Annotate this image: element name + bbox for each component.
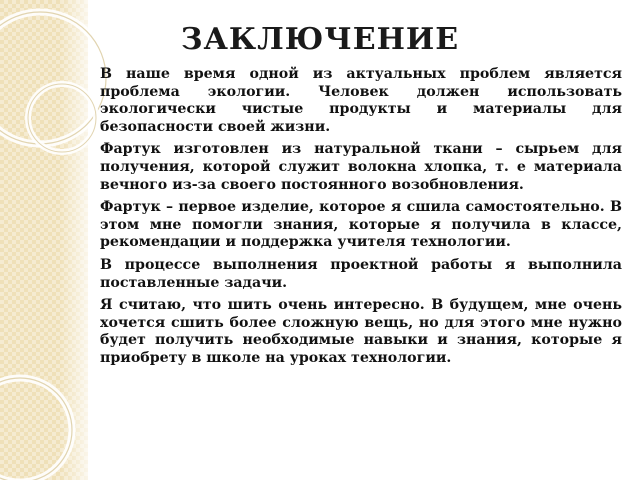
slide-title: ЗАКЛЮЧЕНИЕ <box>180 22 460 57</box>
paragraph-tasks: В процессе выполнения проектной работы я выполнила поставленные задачи. <box>100 256 622 291</box>
conclusion-text <box>100 66 622 373</box>
paragraph-fabric: Фартук изготовлен из натуральной ткани – сырьем для получения, которой служит волокна хлопка, т. е материала вечного из-за своего постоянного возобновления. <box>100 141 622 193</box>
paragraph-first-item: Фартук – первое изделие, которое я сшила самостоятельно. В этом мне помогли знания, которые я получила в классе, рекомендации и поддержка учителя технологии. <box>100 199 622 251</box>
decorative-ring-bottom <box>0 378 72 480</box>
paragraph-opinion: Я считаю, что шить очень интересно. В будущем, мне очень хочется сшить более сложную вещь, но для этого мне нужно будет получить необходимые навыки и знания, которые я приобрету в школе на уроках технологии. <box>100 297 622 366</box>
paragraph-ecology: В наше время одной из актуальных проблем является проблема экологии. Человек должен использовать экологически чистые продукты и материалы для безопасности своей жизни. <box>100 66 622 135</box>
